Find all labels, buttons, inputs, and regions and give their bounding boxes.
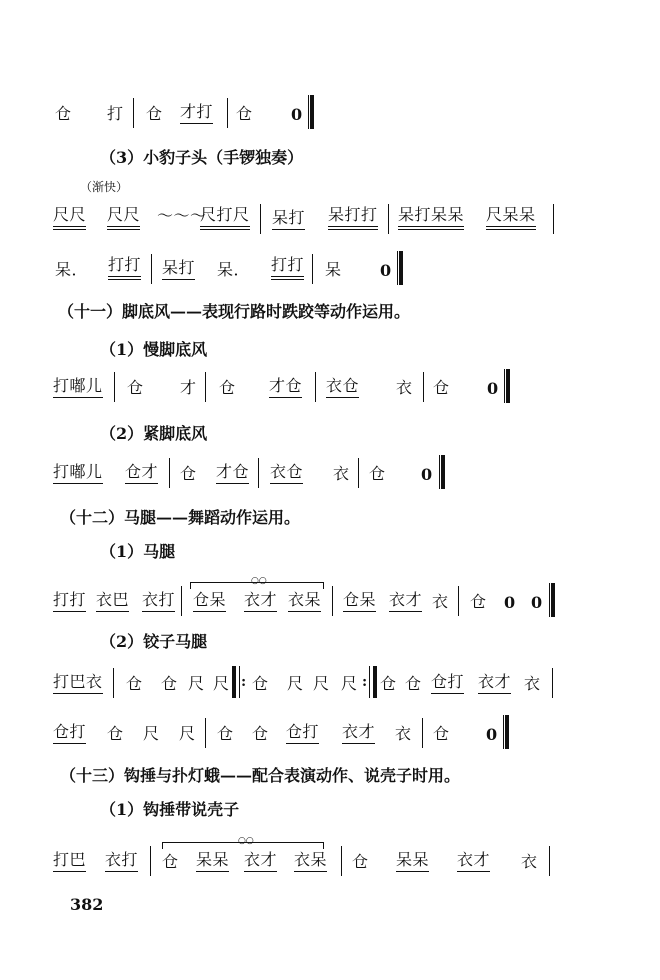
bar-line <box>205 372 206 402</box>
page-number: 382 <box>70 895 104 914</box>
syllable: 打 <box>107 104 124 123</box>
bar-line <box>133 98 134 128</box>
bracket-marking: ○○ <box>251 576 267 586</box>
syllable: 衣呆 <box>288 590 321 612</box>
bar-line <box>549 846 550 876</box>
syllable: 仓 <box>55 104 72 123</box>
syllable: 呆打 <box>162 258 195 280</box>
syllable: 尺打尺 <box>200 205 250 230</box>
rest-zero: 0 <box>486 725 498 744</box>
syllable: 仓 <box>107 724 124 743</box>
syllable: 尺 <box>143 724 160 743</box>
notation-row-7 <box>0 662 660 702</box>
syllable: 尺 <box>213 674 230 693</box>
section-heading: （十二）马腿——舞蹈动作运用。 <box>60 508 301 527</box>
bar-line <box>553 204 554 234</box>
bar-line <box>169 458 170 488</box>
syllable: 打嘟儿 <box>53 376 103 398</box>
syllable: 尺尺 <box>53 205 86 230</box>
bar-line <box>341 846 342 876</box>
syllable: 尺 <box>188 674 205 693</box>
syllable: 尺 <box>313 674 330 693</box>
notation-row-3 <box>0 248 660 288</box>
syllable: 打巴 <box>53 850 86 872</box>
notation-row-5 <box>0 452 660 492</box>
syllable: 衣 <box>432 592 449 611</box>
bar-line <box>227 98 228 128</box>
syllable: 衣才 <box>478 672 511 694</box>
final-bar-line <box>504 369 510 403</box>
bar-line <box>388 204 389 234</box>
syllable: 仓 <box>433 378 450 397</box>
final-bar-line <box>308 95 314 129</box>
syllable: 打巴衣 <box>53 672 103 694</box>
bar-line <box>114 372 115 402</box>
rest-zero: 0 <box>380 261 392 280</box>
notation-row-6 <box>0 580 660 620</box>
syllable: 衣仓 <box>326 376 359 398</box>
bar-line <box>458 586 459 616</box>
syllable: 衣呆 <box>294 850 327 872</box>
repeat-start <box>232 666 240 698</box>
repeat-dots: : <box>241 674 247 690</box>
syllable: 仓 <box>369 464 386 483</box>
final-bar-line <box>549 583 555 617</box>
syllable: 仓打 <box>286 722 319 744</box>
syllable: 仓呆 <box>343 590 376 612</box>
bar-line <box>260 204 261 234</box>
syllable: 尺 <box>341 674 358 693</box>
bar-line <box>151 254 152 284</box>
tremolo-squiggle: ～～～ <box>157 206 207 225</box>
syllable: 呆 <box>325 260 342 279</box>
syllable: 仓才 <box>125 462 158 484</box>
notation-row-2 <box>0 198 660 238</box>
subsection-heading: （2）铰子马腿 <box>100 632 208 651</box>
bar-line <box>332 586 333 616</box>
syllable: 呆呆 <box>196 850 229 872</box>
rest-zero: 0 <box>504 593 516 612</box>
syllable: 仓 <box>217 724 234 743</box>
syllable: 呆呆 <box>396 850 429 872</box>
tempo-marking: （渐快） <box>80 180 129 194</box>
syllable: 衣 <box>395 724 412 743</box>
bar-line <box>312 254 313 284</box>
syllable: 尺 <box>179 724 196 743</box>
syllable: 仓打 <box>53 722 86 744</box>
final-bar-line <box>503 715 509 749</box>
syllable: 呆打 <box>272 208 305 230</box>
rest-zero: 0 <box>531 593 543 612</box>
syllable: 衣打 <box>105 850 138 872</box>
subsection-heading: （3）小豹子头（手锣独奏） <box>100 148 304 167</box>
syllable: 仓 <box>161 674 178 693</box>
bar-line <box>423 372 424 402</box>
syllable: 衣才 <box>244 850 277 872</box>
syllable: 仓 <box>433 724 450 743</box>
syllable: 打打 <box>53 590 86 612</box>
syllable: 仓 <box>180 464 197 483</box>
syllable: 仓 <box>252 674 269 693</box>
syllable: 衣 <box>333 464 350 483</box>
syllable: 才 <box>180 378 197 397</box>
final-bar-line <box>439 455 445 489</box>
notation-row-1 <box>0 92 660 132</box>
syllable: 打打 <box>271 255 304 280</box>
syllable: 仓 <box>252 724 269 743</box>
final-bar-line <box>397 251 403 285</box>
syllable: 衣 <box>521 852 538 871</box>
syllable: 尺呆呆 <box>486 205 536 230</box>
rest-zero: 0 <box>291 105 303 124</box>
notation-row-8 <box>0 712 660 752</box>
syllable: 仓呆 <box>193 590 226 612</box>
syllable: 衣 <box>524 674 541 693</box>
syllable: 才打 <box>180 102 213 124</box>
syllable: 尺 <box>287 674 304 693</box>
rest-zero: 0 <box>421 465 433 484</box>
section-heading: （十一）脚底风——表现行路时跌跤等动作运用。 <box>58 302 411 321</box>
syllable: 仓 <box>127 378 144 397</box>
bar-line <box>552 668 553 698</box>
syllable: 呆打打 <box>328 205 378 230</box>
syllable: 才仓 <box>269 376 302 398</box>
subsection-heading: （1）慢脚底风 <box>100 340 208 359</box>
bracket-marking: ○○ <box>238 836 254 846</box>
syllable: 仓 <box>380 674 397 693</box>
syllable: 才仓 <box>216 462 249 484</box>
bar-line <box>258 458 259 488</box>
subsection-heading: （1）钩捶带说壳子 <box>100 800 240 819</box>
section-heading: （十三）钩捶与扑灯蛾——配合表演动作、说壳子时用。 <box>60 766 461 785</box>
syllable: 衣才 <box>389 590 422 612</box>
notation-row-9 <box>0 840 660 880</box>
repeat-dots: : <box>362 674 368 690</box>
syllable: 衣巴 <box>96 590 129 612</box>
bar-line <box>181 586 182 616</box>
rest-zero: 0 <box>487 379 499 398</box>
syllable: 仓 <box>236 104 253 123</box>
subsection-heading: （2）紧脚底风 <box>100 424 208 443</box>
syllable: 仓打 <box>431 672 464 694</box>
bar-line <box>150 846 151 876</box>
syllable: 仓 <box>405 674 422 693</box>
syllable: 衣才 <box>244 590 277 612</box>
syllable: 衣打 <box>142 590 175 612</box>
syllable: 打打 <box>108 255 141 280</box>
syllable: 仓 <box>219 378 236 397</box>
syllable: 尺尺 <box>107 205 140 230</box>
syllable: 衣才 <box>342 722 375 744</box>
syllable: 打嘟儿 <box>53 462 103 484</box>
syllable: 衣 <box>396 378 413 397</box>
syllable: 呆． <box>217 260 251 279</box>
syllable: 呆． <box>55 260 89 279</box>
syllable: 呆打呆呆 <box>398 205 464 230</box>
syllable: 仓 <box>352 852 369 871</box>
syllable: 仓 <box>126 674 143 693</box>
syllable: 衣仓 <box>270 462 303 484</box>
notation-row-4 <box>0 366 660 406</box>
repeat-end <box>369 666 377 698</box>
syllable: 仓 <box>162 852 179 871</box>
subsection-heading: （1）马腿 <box>100 542 176 561</box>
syllable: 仓 <box>470 592 487 611</box>
bar-line <box>422 718 423 748</box>
bar-line <box>113 668 114 698</box>
bar-line <box>315 372 316 402</box>
syllable: 仓 <box>146 104 163 123</box>
syllable: 衣才 <box>457 850 490 872</box>
bar-line <box>205 718 206 748</box>
bar-line <box>358 458 359 488</box>
